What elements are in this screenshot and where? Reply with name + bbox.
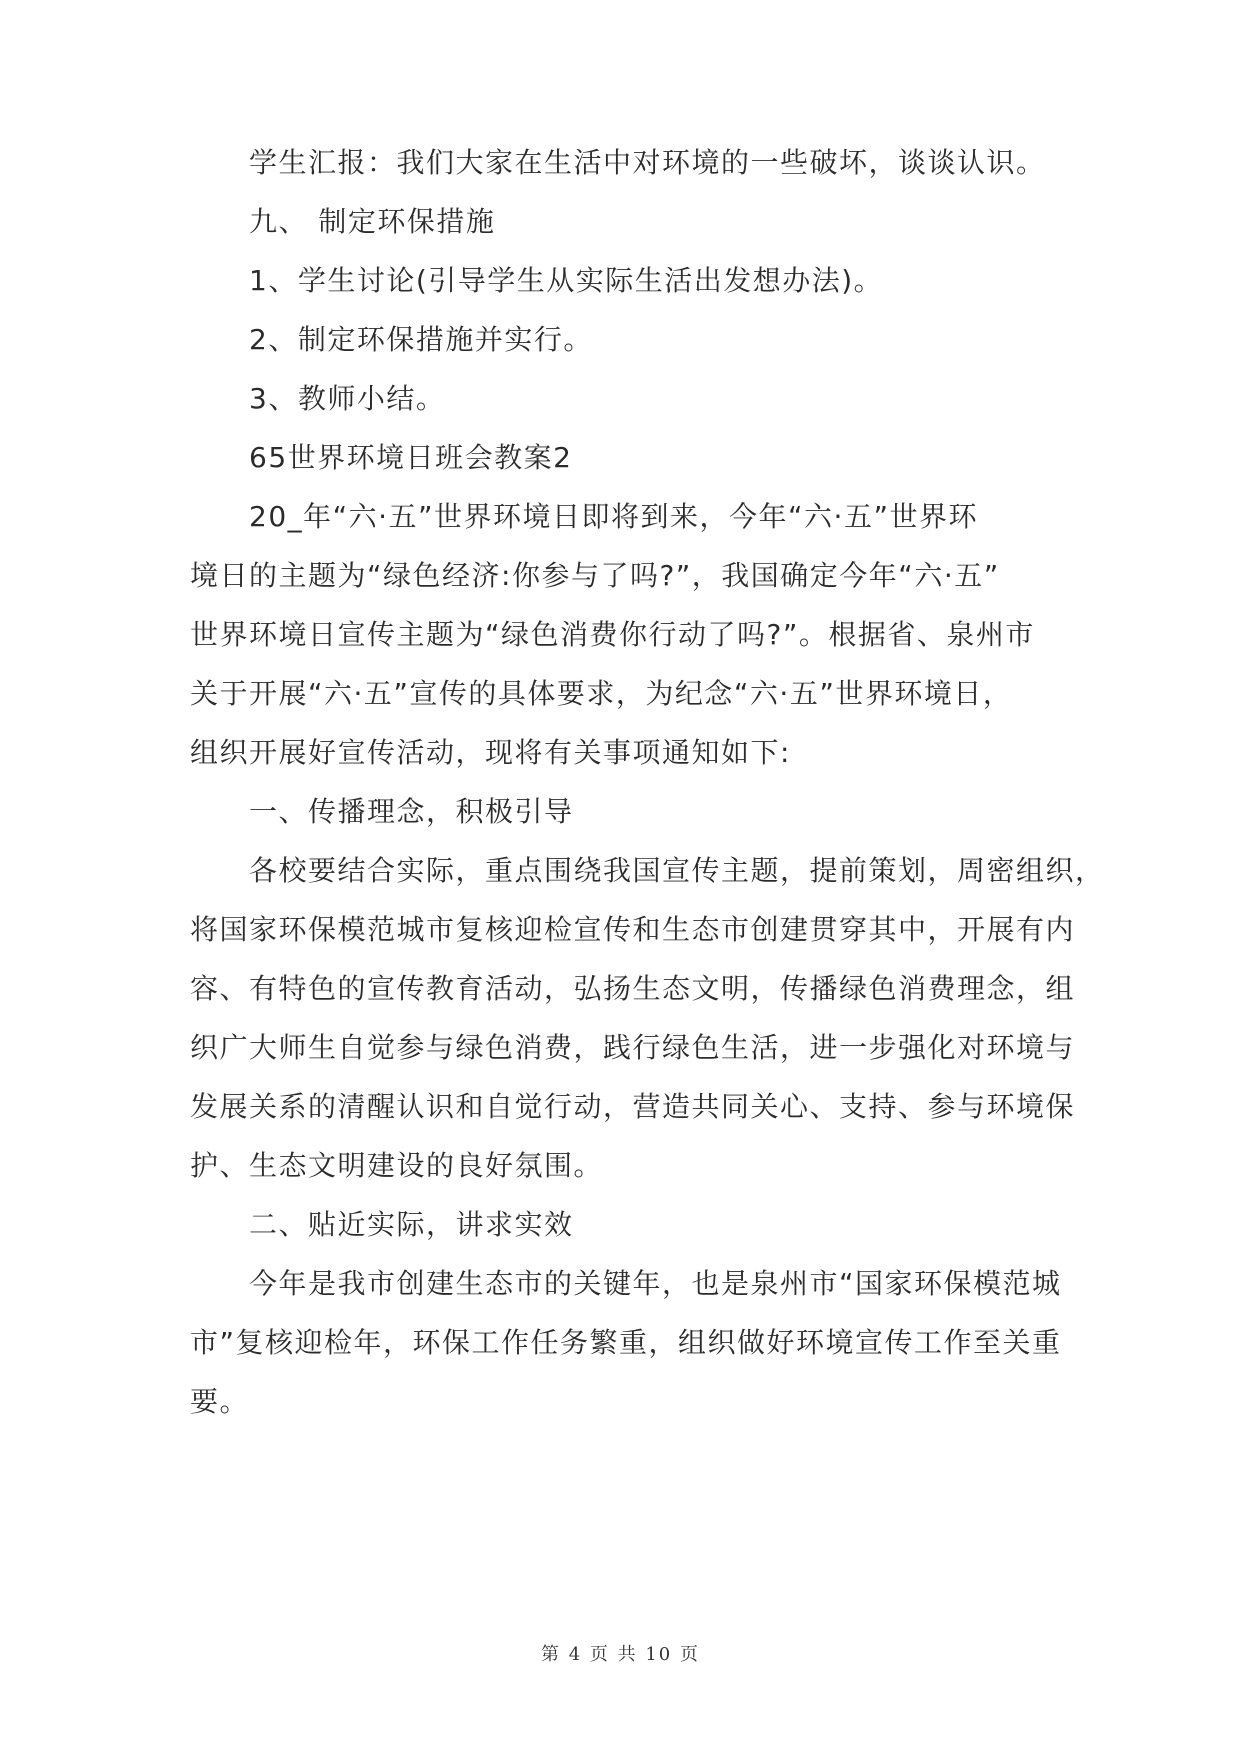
paragraph-line: 要。: [190, 1385, 250, 1418]
paragraph-line: 关于开展“六·五”宣传的具体要求，为纪念“六·五”世界环境日，: [190, 677, 1013, 710]
paragraph-line: 世界环境日宣传主题为“绿色消费你行动了吗?”。根据省、泉州市: [190, 618, 1035, 651]
paragraph-line: 织广大师生自觉参与绿色消费，践行绿色生活，进一步强化对环境与: [190, 1031, 1076, 1064]
paragraph-line: 20_年“六·五”世界环境日即将到来，今年“六·五”世界环: [190, 500, 978, 533]
paragraph-line: 2、制定环保措施并实行。: [190, 323, 593, 356]
paragraph-line: 组织开展好宣传活动，现将有关事项通知如下:: [190, 736, 791, 769]
section-heading: 二、贴近实际，讲求实效: [190, 1208, 574, 1241]
page-number-footer: 第 4 页 共 10 页: [541, 1644, 700, 1665]
paragraph-line: 1、学生讨论(引导学生从实际生活出发想办法)。: [190, 264, 884, 297]
paragraph-line: 将国家环保模范城市复核迎检宣传和生态市创建贯穿其中，开展有内: [190, 913, 1076, 946]
section-heading: 一、传播理念，积极引导: [190, 795, 574, 828]
paragraph-line: 今年是我市创建生态市的关键年，也是泉州市“国家环保模范城: [190, 1267, 1062, 1300]
paragraph-line: 市”复核迎检年，环保工作任务繁重，组织做好环境宣传工作至关重: [190, 1326, 1062, 1359]
section-heading: 65世界环境日班会教案2: [190, 441, 573, 474]
paragraph-line: 境日的主题为“绿色经济:你参与了吗?”，我国确定今年“六·五”: [190, 559, 1000, 592]
paragraph-line: 学生汇报：我们大家在生活中对环境的一些破坏，谈谈认识。: [190, 146, 1046, 179]
paragraph-line: 发展关系的清醒认识和自觉行动，营造共同关心、支持、参与环境保: [190, 1090, 1076, 1123]
paragraph-line: 容、有特色的宣传教育活动，弘扬生态文明，传播绿色消费理念，组: [190, 972, 1076, 1005]
paragraph-line: 各校要结合实际，重点围绕我国宣传主题，提前策划，周密组织，: [190, 854, 1105, 887]
paragraph-line: 九、 制定环保措施: [190, 205, 496, 238]
paragraph-line: 3、教师小结。: [190, 382, 446, 415]
paragraph-line: 护、生态文明建设的良好氛围。: [190, 1149, 604, 1182]
